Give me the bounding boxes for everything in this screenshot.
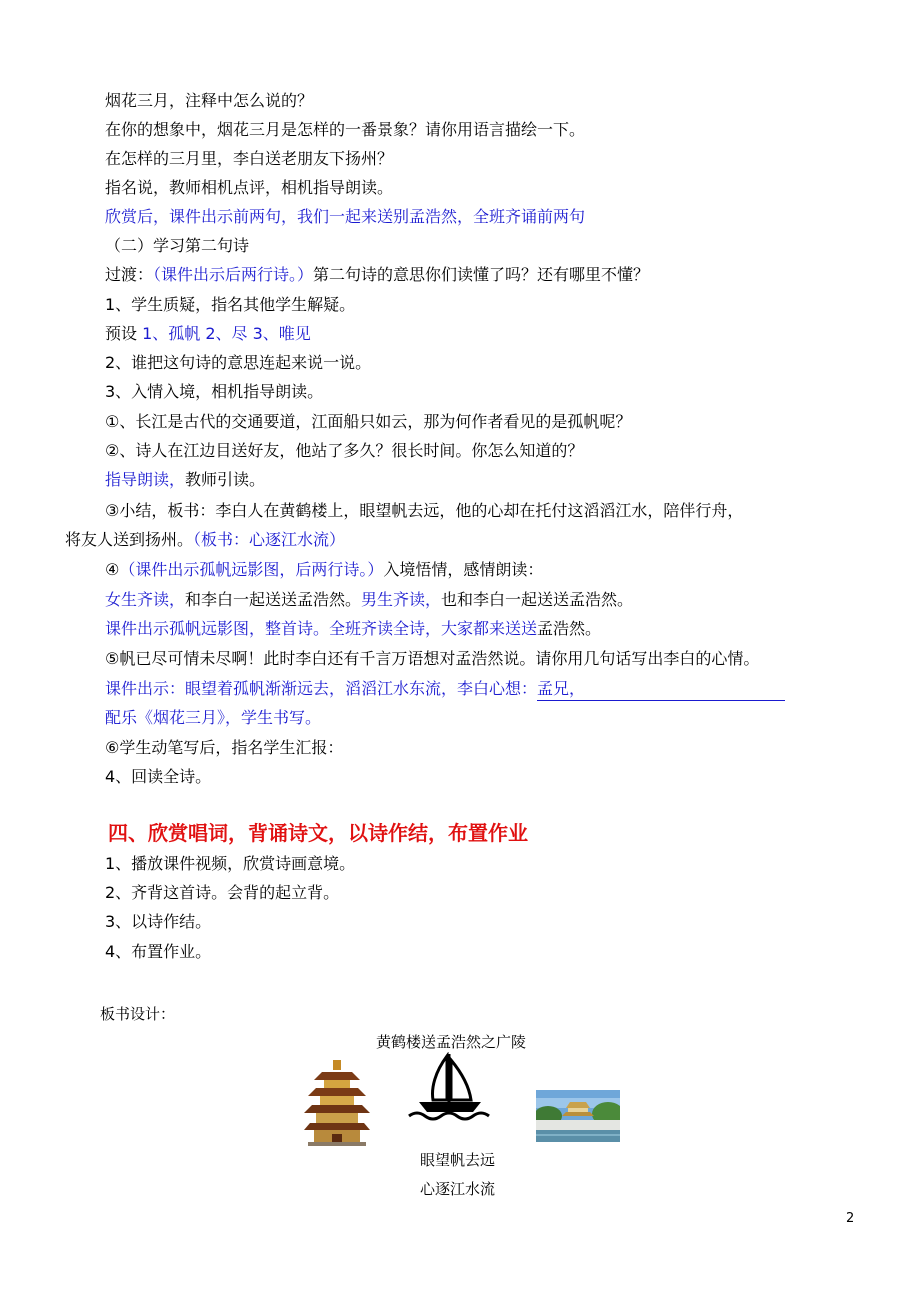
line-28: 4、布置作业。	[105, 942, 212, 961]
line-10: 2、谁把这句诗的意思连起来说一说。	[105, 353, 372, 372]
boys-text: 也和李白一起送送孟浩然。	[441, 590, 634, 609]
line-3: 在怎样的三月里，李白送老朋友下扬州？	[105, 149, 394, 168]
step-4-marker: ④	[105, 560, 120, 579]
line-15: ③小结，板书：李白人在黄鹤楼上，眼望帆去远，他的心却在托付这滔滔江水，陪伴行舟，	[105, 501, 744, 520]
yangzhou-scenery-icon	[536, 1090, 620, 1142]
page-number: 2	[846, 1211, 855, 1226]
line-16	[65, 529, 345, 551]
line-21	[105, 678, 785, 701]
line-25: 1、播放课件视频，欣赏诗画意境。	[105, 854, 356, 873]
teacher-lead: 教师引读。	[185, 470, 266, 489]
board-design-label: 板书设计：	[100, 1005, 176, 1023]
line-5: 欣赏后，课件出示前两句，我们一起来送别孟浩然，全班齐诵前两句	[105, 207, 586, 226]
line-12: ①、长江是古代的交通要道，江面船只如云，那为何作者看见的是孤帆呢？	[105, 412, 632, 431]
girls-text: 和李白一起送送孟浩然。	[185, 590, 362, 609]
courseware-prompt: 课件出示：眼望着孤帆渐渐远去，滔滔江水东流，李白心想：	[105, 679, 538, 698]
line-27: 3、以诗作结。	[105, 912, 212, 931]
line-4: 指名说，教师相机点评，相机指导朗读。	[105, 178, 394, 197]
sailboat-icon	[405, 1052, 491, 1122]
line-1: 烟花三月，注释中怎么说的？	[105, 91, 314, 110]
board-line-1: 眼望帆去远	[420, 1151, 496, 1169]
line-9	[105, 323, 311, 345]
board-note: （板书：心逐江水流）	[193, 530, 346, 549]
preset-label: 预设	[105, 324, 143, 343]
line-11: 3、入情入境，相机指导朗读。	[105, 382, 324, 401]
line-14	[105, 469, 265, 491]
line-19	[105, 618, 601, 640]
guided-reading: 指导朗读，	[105, 470, 186, 489]
line-13: ②、诗人在江边目送好友，他站了多久？很长时间。你怎么知道的？	[105, 441, 584, 460]
girls-read: 女生齐读，	[105, 590, 186, 609]
courseware-note: （课件出示后两行诗。）	[153, 265, 314, 284]
board-title: 黄鹤楼送孟浩然之广陵	[376, 1033, 527, 1051]
line-2: 在你的想象中，烟花三月是怎样的一番景象？请你用语言描绘一下。	[105, 120, 586, 139]
writing-blank: 孟兄，	[537, 678, 785, 701]
full-class-reading: 课件出示孤帆远影图，整首诗。全班齐读全诗，大家都来送送	[105, 619, 538, 638]
line-20: ⑤帆已尽可情未尽啊！此时李白还有千言万语想对孟浩然说。请你用几句话写出李白的心情。	[105, 649, 760, 668]
courseware-note-2: （课件出示孤帆远影图，后两行诗。）	[119, 560, 384, 579]
preset-items: 1、孤帆 2、尽 3、唯见	[142, 324, 311, 343]
transition-text: 第二句诗的意思你们读懂了吗？还有哪里不懂？	[313, 265, 650, 284]
line-8: 1、学生质疑，指名其他学生解疑。	[105, 295, 356, 314]
line-18	[105, 589, 633, 611]
line-24: 4、回读全诗。	[105, 767, 212, 786]
line-17	[105, 559, 543, 581]
board-line-2: 心逐江水流	[420, 1180, 496, 1198]
step-4-text: 入境悟情，感情朗读：	[383, 560, 544, 579]
line-26: 2、齐背这首诗。会背的起立背。	[105, 883, 340, 902]
line-7	[105, 264, 649, 286]
line-22: 配乐《烟花三月》，学生书写。	[105, 708, 322, 727]
summary-tail: 将友人送到扬州。	[65, 530, 194, 549]
line-23: ⑥学生动笔写后，指名学生汇报：	[105, 738, 344, 757]
transition-label: 过渡：	[105, 265, 154, 284]
section-4-heading: 四、欣赏唱词，背诵诗文，以诗作结，布置作业	[108, 821, 528, 845]
yellow-crane-tower-icon	[302, 1058, 372, 1146]
section-2-heading: （二）学习第二句诗	[105, 236, 250, 255]
boys-read: 男生齐读，	[361, 590, 442, 609]
full-class-tail: 孟浩然。	[537, 619, 602, 638]
